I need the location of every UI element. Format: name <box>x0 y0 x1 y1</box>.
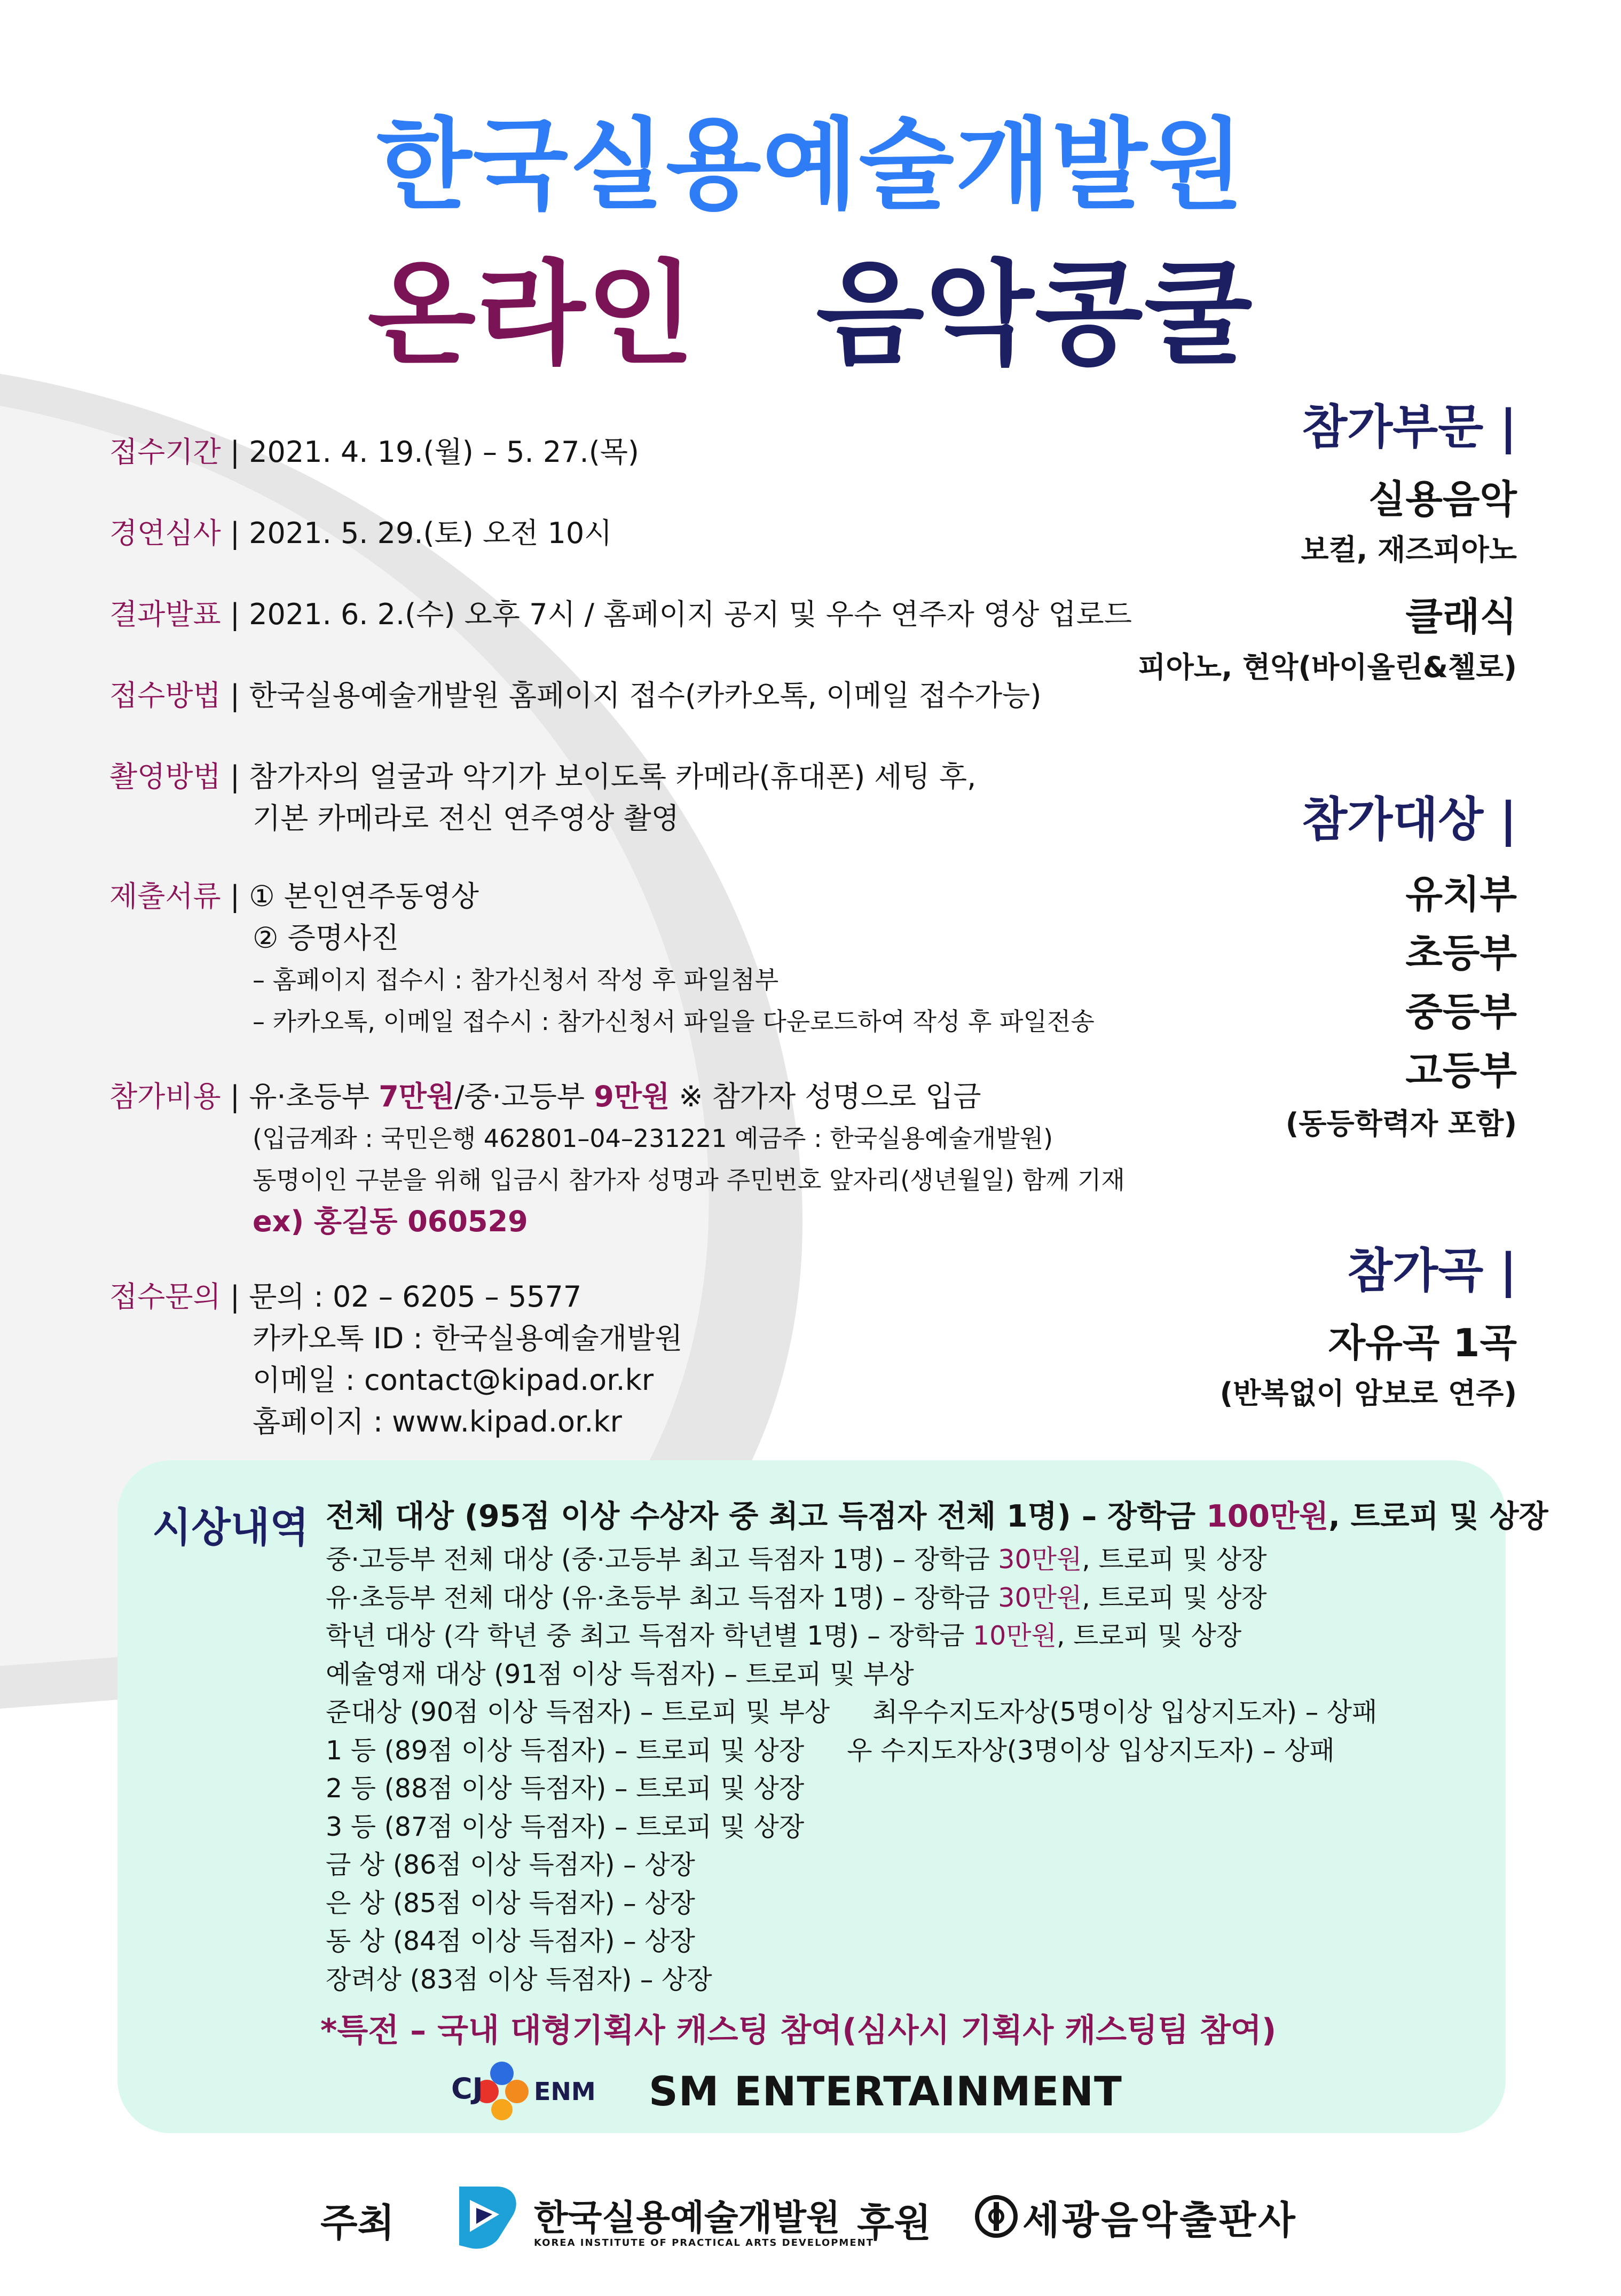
host-name: 한국실용예술개발원 <box>534 2197 840 2238</box>
info-filming: 촬영방법 | 참가자의 얼굴과 악기가 보이도록 카메라(휴대폰) 세팅 후, 기본 카메라로 전신 연주영상 촬영 <box>109 756 1231 839</box>
fee-part1: 유·초등부 <box>249 1080 379 1113</box>
award-best-teacher: 최우수지도자상(5명이상 입상지도자) – 상패 <box>872 1697 1378 1727</box>
info-label: 촬영방법 <box>109 760 221 793</box>
info-label: 결과발표 <box>109 597 221 631</box>
info-judging: 경연심사 | 2021. 5. 29.(토) 오전 10시 <box>109 516 612 550</box>
info-fee: 참가비용 | 유·초등부 7만원/중·고등부 9만원 ※ 참가자 성명으로 입금 (입금계좌 : 국민은행 462801–04–231221 예금주 : 한국실용예술개발원) 동명이인 구분을 위해 입금시 참가자 성명과 주민번호 앞자리(생년월일) 함께 기재 ex) 홍길동 060529 <box>109 1076 1231 1243</box>
info-method: 접수방법 | 한국실용예술개발원 홈페이지 접수(카카오톡, 이메일 접수가능) <box>109 679 1042 712</box>
award-third: 3 등 (87점 이상 득점자) – 트로피 및 상장 <box>326 1811 805 1842</box>
sm-entertainment-logo: SM ENTERTAINMENT <box>649 2067 1122 2115</box>
fee-example: ex) 홍길동 060529 <box>253 1205 528 1238</box>
info-value-line2: 기본 카메라로 전신 연주영상 촬영 <box>253 801 679 835</box>
fee-account: (입금계좌 : 국민은행 462801–04–231221 예금주 : 한국실용예술개발원) <box>253 1124 1053 1153</box>
award-teacher: 우 수지도자상(3명이상 입상지도자) – 상패 <box>847 1735 1335 1766</box>
sponsor-name: 세광음악출판사 <box>1022 2198 1297 2243</box>
info-label: 경연심사 <box>109 516 221 550</box>
info-value: 2021. 6. 2.(수) 오후 7시 / 홈페이지 공지 및 우수 연주자 영상 업로드 <box>249 597 1132 631</box>
award-second: 2 등 (88점 이상 득점자) – 트로피 및 상장 <box>326 1773 805 1804</box>
target-middle: 중등부 <box>1405 989 1517 1034</box>
title-contest <box>0 224 1621 386</box>
info-label: 제출서류 <box>109 879 221 913</box>
contact-web[interactable]: 홈페이지 : www.kipad.or.kr <box>253 1405 622 1438</box>
docs-note1: – 홈페이지 접수시 : 참가신청서 작성 후 파일첨부 <box>253 965 779 994</box>
title-online: 온라인 <box>367 249 696 380</box>
host-subtitle: KOREA INSTITUTE OF PRACTICAL ARTS DEVELOPMENT <box>534 2237 874 2248</box>
awards-list <box>326 1492 1548 1999</box>
docs-item2: ② 증명사진 <box>253 921 399 955</box>
fee-note: 동명이인 구분을 위해 입금시 참가자 성명과 주민번호 앞자리(생년월일) 함께 기재 <box>253 1166 1125 1194</box>
cj-text: CJ <box>451 2072 483 2105</box>
award-bronze: 동 상 (84점 이상 득점자) – 상장 <box>326 1926 695 1956</box>
award-first: 1 등 (89점 이상 득점자) – 트로피 및 상장 우 수지도자상(3명이상 입상지도자) – 상패 <box>326 1735 1335 1766</box>
docs-item1: ① 본인연주동영상 <box>249 879 479 913</box>
division-classic-sub: 피아노, 현악(바이올린&첼로) <box>1138 650 1517 684</box>
award-grand: 전체 대상 (95점 이상 수상자 중 최고 득점자 전체 1명) – 장학금 100만원, 트로피 및 상장 <box>326 1499 1548 1534</box>
sponsor-label: 후원 <box>857 2200 932 2245</box>
target-heading: 참가대상 | <box>1302 792 1517 847</box>
contact-email[interactable]: 이메일 : contact@kipad.or.kr <box>253 1363 654 1397</box>
contact-phone: 문의 : 02 – 6205 – 5577 <box>249 1280 582 1314</box>
award-middle-high: 중·고등부 전체 대상 (중·고등부 최고 득점자 1명) – 장학금 30만원, 트로피 및 상장 <box>326 1544 1267 1575</box>
division-practical: 실용음악 <box>1368 477 1517 522</box>
division-practical-sub: 보컬, 재즈피아노 <box>1301 533 1517 567</box>
info-label: 참가비용 <box>109 1080 221 1113</box>
target-note: (동등학력자 포함) <box>1285 1107 1517 1141</box>
enm-text: ENM <box>534 2077 596 2106</box>
fee-amount2: 9만원 <box>594 1080 670 1113</box>
song-free: 자유곡 1곡 <box>1328 1320 1517 1365</box>
award-encourage: 장려상 (83점 이상 득점자) – 상장 <box>326 1964 712 1995</box>
kipad-logo-icon <box>448 2181 523 2256</box>
host-label: 주최 <box>320 2200 395 2245</box>
info-label: 접수방법 <box>109 679 221 712</box>
award-grade: 학년 대상 (각 학년 중 최고 득점자 학년별 1명) – 장학금 10만원, 트로피 및 상장 <box>326 1621 1242 1651</box>
award-silver: 은 상 (85점 이상 득점자) – 상장 <box>326 1888 695 1918</box>
info-result: 결과발표 | 2021. 6. 2.(수) 오후 7시 / 홈페이지 공지 및 우수 연주자 영상 업로드 <box>109 597 1132 631</box>
sekwang-logo-icon <box>974 2195 1018 2238</box>
target-kinder: 유치부 <box>1405 872 1517 917</box>
song-note: (반복없이 암보로 연주) <box>1219 1377 1517 1410</box>
award-semi: 준대상 (90점 이상 득점자) – 트로피 및 부상 최우수지도자상(5명이상 입상지도자) – 상패 <box>326 1697 1378 1727</box>
target-high: 고등부 <box>1405 1048 1517 1093</box>
target-elementary: 초등부 <box>1405 931 1517 976</box>
contact-kakao: 카카오톡 ID : 한국실용예술개발원 <box>253 1322 683 1355</box>
division-classic: 클래식 <box>1405 594 1517 639</box>
award-gifted: 예술영재 대상 (91점 이상 득점자) – 트로피 및 부상 <box>326 1658 914 1689</box>
award-kinder-elem: 유·초등부 전체 대상 (유·초등부 최고 득점자 1명) – 장학금 30만원, 트로피 및 상장 <box>326 1582 1267 1613</box>
docs-note2: – 카카오톡, 이메일 접수시 : 참가신청서 파일을 다운로드하여 작성 후 파일전송 <box>253 1007 1095 1036</box>
song-section <box>983 1241 1517 1418</box>
song-heading: 참가곡 | <box>1347 1243 1517 1298</box>
division-heading: 참가부문 | <box>1302 399 1517 454</box>
info-value: 2021. 5. 29.(토) 오전 10시 <box>249 516 612 550</box>
info-contact: 접수문의 | 문의 : 02 – 6205 – 5577 카카오톡 ID : 한국실용예술개발원 이메일 : contact@kipad.or.kr 홈페이지 : www.kipad.or.kr <box>109 1276 1231 1443</box>
special-benefit: *특전 – 국내 대형기획사 캐스팅 참여(심사시 기획사 캐스팅팀 참여) <box>320 2012 1277 2049</box>
info-value: 2021. 4. 19.(월) – 5. 27.(목) <box>249 435 639 469</box>
info-label: 접수문의 <box>109 1280 221 1314</box>
awards-title: 시상내역 <box>152 1504 309 1551</box>
award-gold: 금 상 (86점 이상 득점자) – 상장 <box>326 1850 695 1880</box>
info-value: 참가자의 얼굴과 악기가 보이도록 카메라(휴대폰) 세팅 후, <box>249 760 977 793</box>
info-period: 접수기간 | 2021. 4. 19.(월) – 5. 27.(목) <box>109 435 639 469</box>
fee-amount1: 7만원 <box>379 1080 455 1113</box>
division-section <box>983 398 1517 691</box>
fee-part3: ※ 참가자 성명으로 입금 <box>670 1080 981 1113</box>
fee-part2: /중·고등부 <box>454 1080 594 1113</box>
target-section <box>983 790 1517 1148</box>
info-docs: 제출서류 | ① 본인연주동영상 ② 증명사진 – 홈페이지 접수시 : 참가신청서 작성 후 파일첨부 – 카카오톡, 이메일 접수시 : 참가신청서 파일을 다운로드하여 작성 후 파일전송 <box>109 876 1231 1042</box>
info-value: 한국실용예술개발원 홈페이지 접수(카카오톡, 이메일 접수가능) <box>249 679 1042 712</box>
title-organization: 한국실용예술개발원 <box>376 107 1245 223</box>
title-space <box>736 249 776 380</box>
title-music-contest: 음악콩쿨 <box>816 249 1254 380</box>
info-label: 접수기간 <box>109 435 221 469</box>
